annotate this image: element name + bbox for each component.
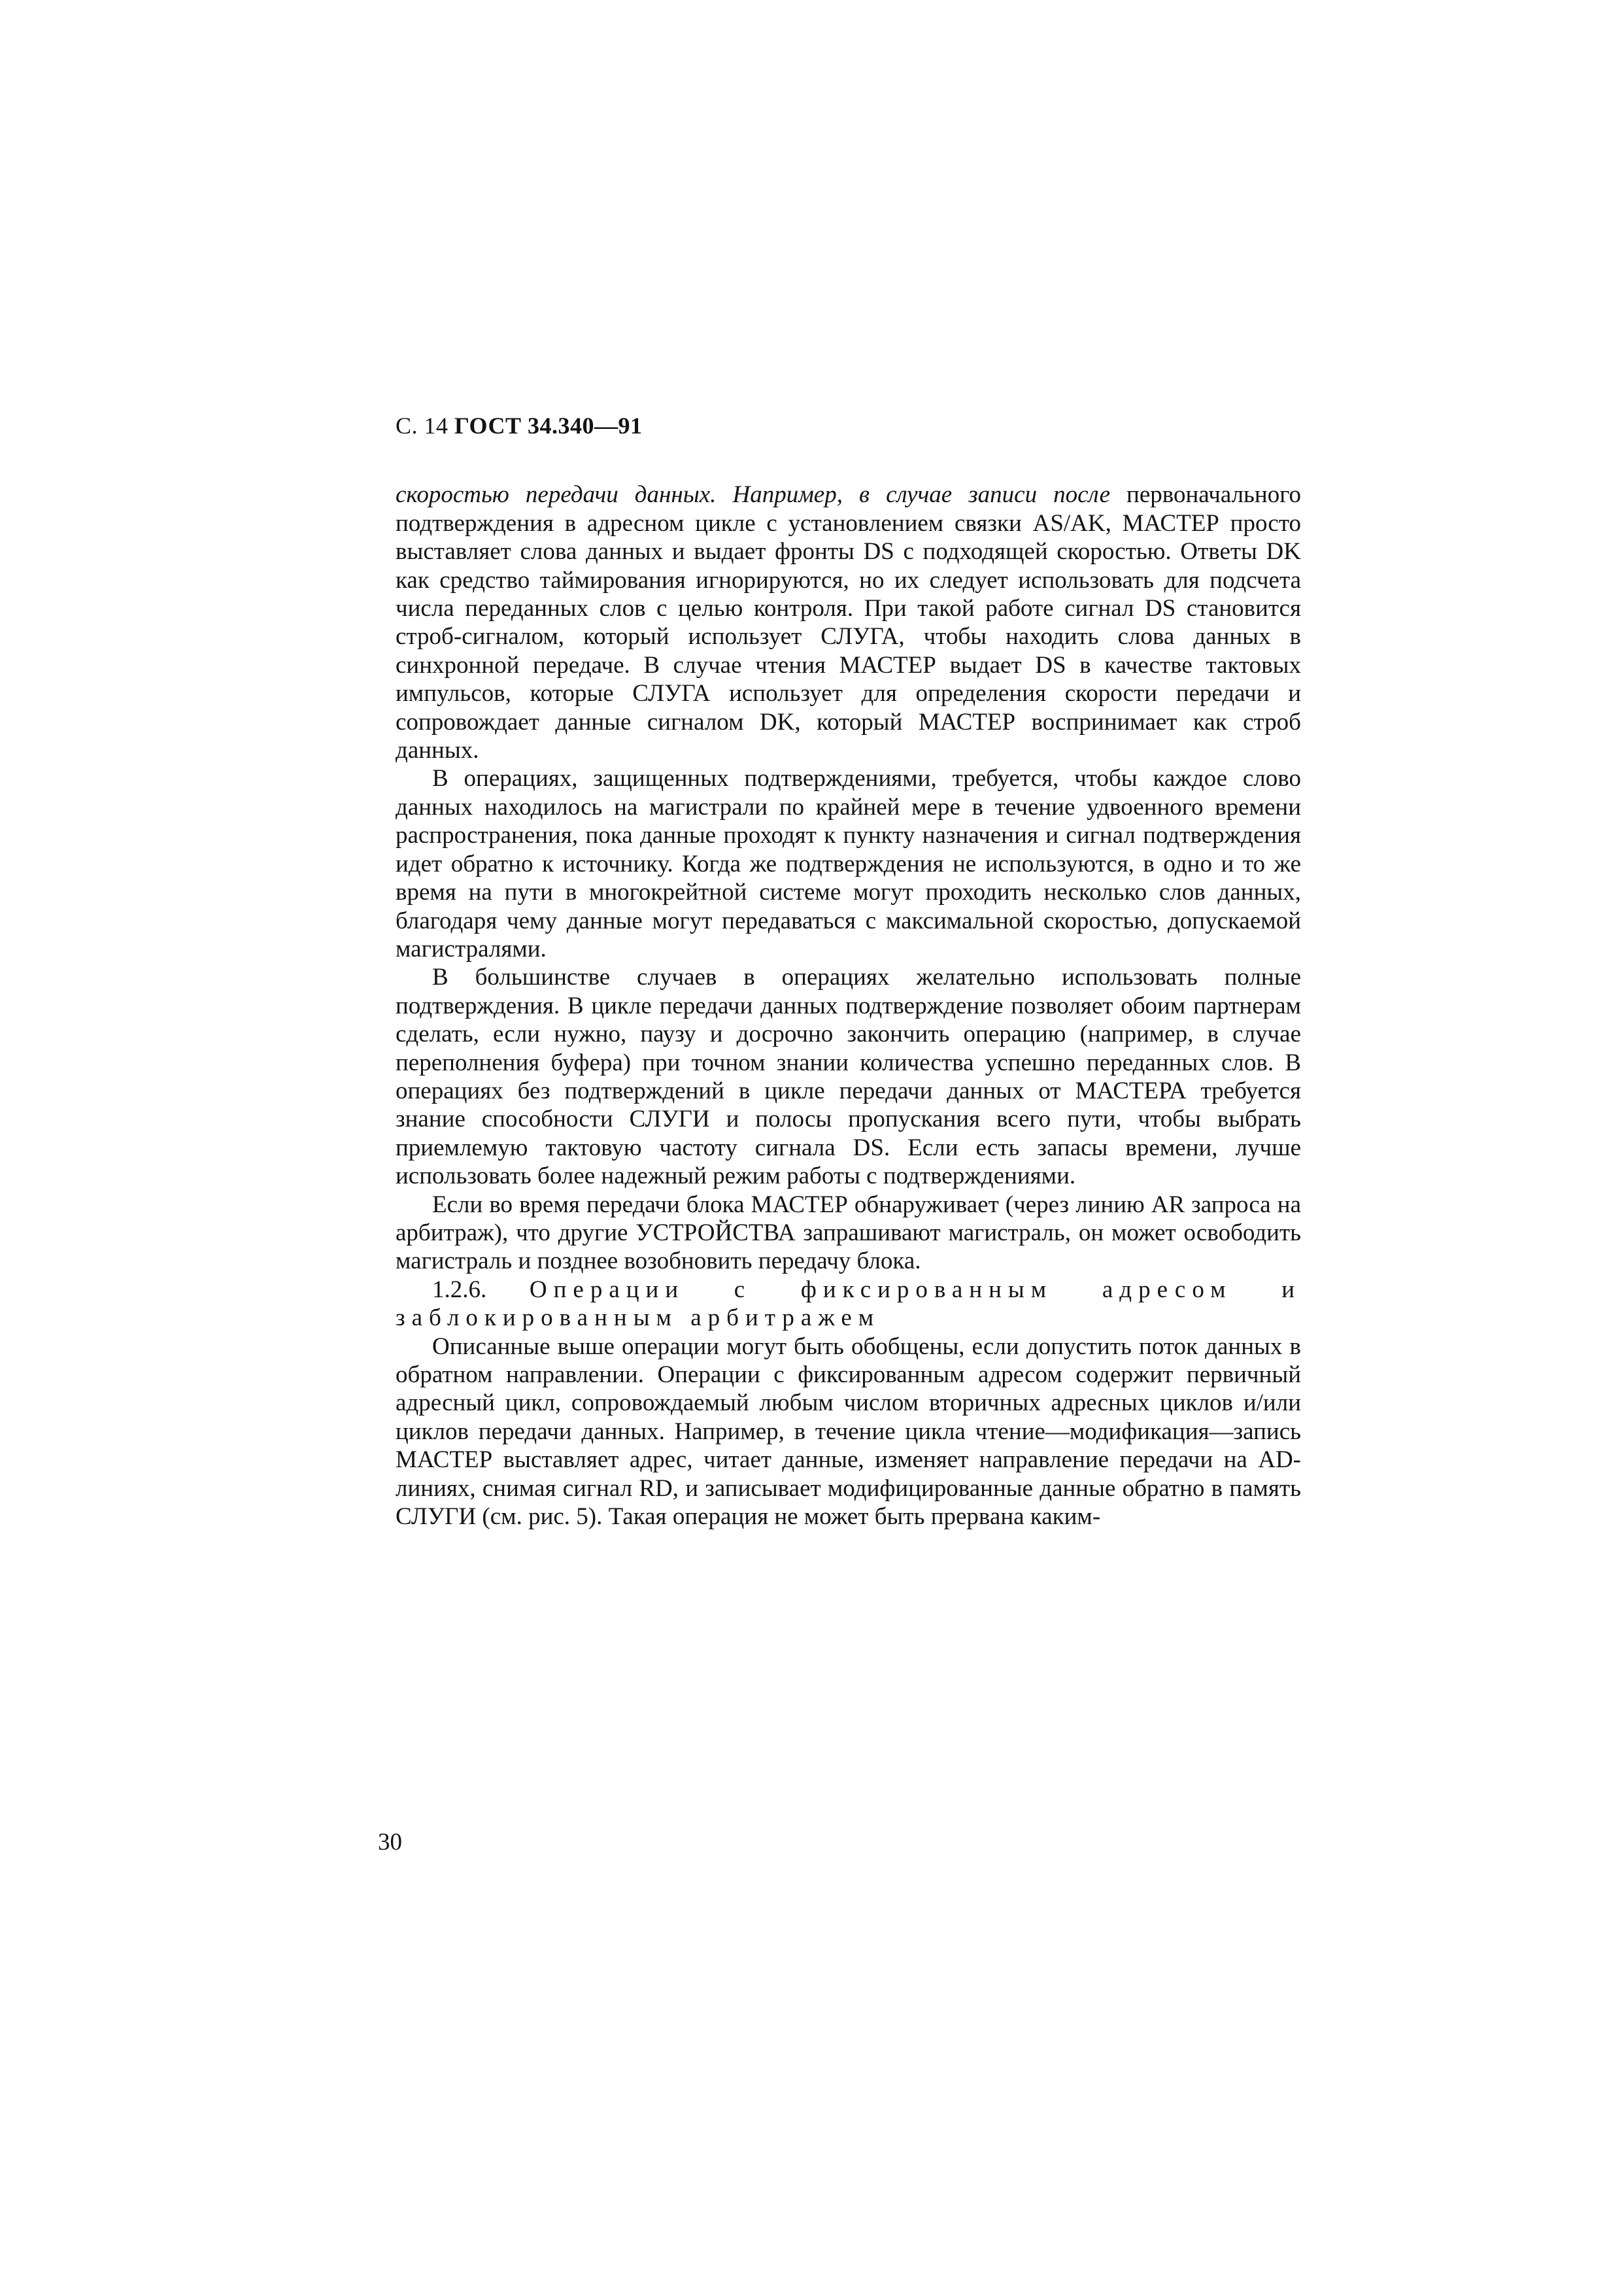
paragraph-4: Если во время передачи блока МАСТЕР обнаруживает (через линию AR запроса на арбитраж), что другие УСТРОЙСТВА запрашивают магистраль, он может освободить магистраль и позднее возобновить передачу блока. (396, 1191, 1301, 1275)
section-number: 1.2.6. (432, 1276, 487, 1303)
paragraph-5: Описанные выше операции могут быть обобщены, если допустить поток данных в обратном направлении. Операции с фиксированным адресом содержит первичный адресный цикл, сопровождаемый любым числом вторичных адресных циклов и/или циклов передачи данных. Например, в течение цикла чтение—модификация—запись МАСТЕР выставляет адрес, читает данные, изменяет направление передачи на AD-линиях, снимая сигнал RD, и записывает модифицированные данные обратно в память СЛУГИ (см. рис. 5). Такая операция не может быть прервана каким- (396, 1333, 1301, 1531)
paragraph-1 (396, 481, 1301, 764)
paragraph-3: В большинстве случаев в операциях желательно использовать полные подтверждения. В цикле передачи данных подтверждение позволяет обоим партнерам сделать, если нужно, паузу и досрочно закончить операцию (например, в случае переполнения буфера) при точном знании количества успешно переданных слов. В операциях без подтверждений в цикле передачи данных от МАСТЕРА требуется знание способности СЛУГИ и полосы пропускания всего пути, чтобы выбрать приемлемую тактовую частоту сигнала DS. Если есть запасы времени, лучше использовать более надежный режим работы с подтверждениями. (396, 964, 1301, 1190)
page-number: 30 (378, 1829, 402, 1856)
section-heading (396, 1276, 1301, 1333)
document-page (396, 412, 1301, 1531)
page-header (396, 412, 1301, 440)
paragraph-2: В операциях, защищенных подтверждениями, требуется, чтобы каждое слово данных находилось на магистрали по крайней мере в течение удвоенного времени распространения, пока данные проходят к пункту назначения и сигнал подтверждения идет обратно к источнику. Когда же подтверждения не используются, в одно и то же время на пути в многокрейтной системе могут проходить несколько слов данных, благодаря чему данные могут передаваться с максимальной скоростью, допускаемой магистралями. (396, 765, 1301, 962)
page-label: С. 14 (396, 413, 448, 439)
section-title: Операции с фиксированным адресом и заблокированным арбитражем (396, 1276, 1301, 1332)
standard-designation: ГОСТ 34.340—91 (454, 413, 643, 439)
paragraph-1-italic-lead: скоростью передачи данных. Например, в случае записи после (396, 481, 1111, 509)
paragraph-1-text: первоначального подтверждения в адресном цикле с установлением связки AS/AK, МАСТЕР просто выставляет слова данных и выдает фронты DS с подходящей скоростью. Ответы DK как средство таймирования игнорируются, но их следует использовать для подсчета числа переданных слов с целью контроля. При такой работе сигнал DS становится строб-сигналом, который использует СЛУГА, чтобы находить слова данных в синхронной передаче. В случае чтения МАСТЕР выдает DS в качестве тактовых импульсов, которые СЛУГА использует для определения скорости передачи и сопровождает данные сигналом DK, который МАСТЕР воспринимает как строб данных. (396, 481, 1301, 764)
